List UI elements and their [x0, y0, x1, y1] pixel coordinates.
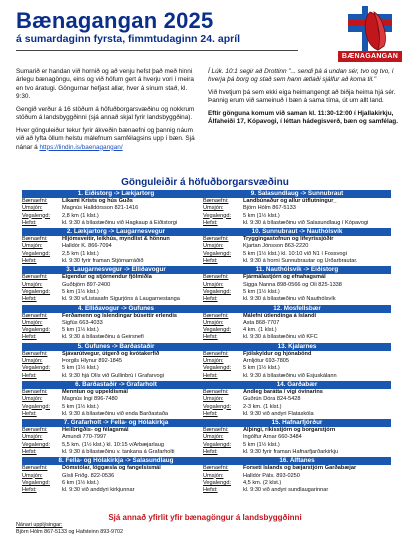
route-title: 11. Nauthólsvík -> Eiðistorg	[203, 266, 391, 274]
route-length-row	[22, 480, 210, 487]
route-start-value: kl. 9:30 á bílastæðinu við Nauthólsvík	[243, 296, 336, 303]
logo-wordmark: BÆNAGANGAN	[338, 51, 402, 62]
route-card	[203, 457, 391, 494]
route-leader-value: Ingólfur Arnar 660-3484	[243, 434, 302, 441]
route-topic-row	[22, 236, 210, 243]
route-leader-label: Umsjón:	[203, 205, 224, 212]
route-leader-value: Magnús Halldórsson 821-1416	[62, 205, 139, 212]
route-card	[22, 305, 210, 342]
intro-paragraph	[16, 127, 196, 152]
route-start-row	[203, 296, 391, 303]
route-leader-row	[22, 320, 210, 327]
routes-heading: Gönguleiðir á höfuðborgarsvæðinu	[121, 177, 289, 188]
route-start-value: kl. 9:30 á bílastæðinu á Geirsnefi	[62, 334, 144, 341]
route-topic-label: Bænaefni:	[22, 198, 48, 204]
route-topic-label: Bænaefni:	[203, 236, 229, 243]
route-topic-value: Tryggingastofnun og lífeyrissjóðir	[243, 236, 334, 243]
route-start-label: Hefst:	[203, 334, 218, 341]
route-length-label: Vegalengd:	[203, 327, 231, 334]
route-leader-label: Umsjón:	[22, 281, 43, 288]
route-length-label: Vegalengd:	[203, 441, 231, 448]
route-leader-label: Umsjón:	[203, 434, 224, 441]
route-length-label: Vegalengd:	[22, 212, 50, 219]
route-length-row	[203, 404, 391, 411]
route-topic-value: Ferðamenn og Íslendingar búsettir erlendis	[62, 312, 178, 319]
route-leader-row	[203, 434, 391, 441]
route-start-row	[22, 296, 210, 303]
route-title: 2. Lækjartorg -> Laugarnesvegur	[22, 228, 210, 236]
route-title: 9. Salasundlaug -> Sunnubraut	[203, 190, 391, 198]
route-topic-row	[203, 427, 391, 434]
route-length-value: 5 km (1½ klst.)	[243, 441, 280, 448]
intro-right	[208, 68, 398, 131]
route-leader-value: Ásta 868-7707	[243, 319, 280, 326]
route-length-label: Vegalengd:	[203, 365, 231, 372]
route-leader-value: Gísli Friðg. 822-0536	[62, 472, 115, 479]
route-leader-row	[203, 396, 391, 403]
route-leader-value: Björn Hólm 867-5133	[243, 205, 296, 212]
route-length-value: 5 km (1½ klst.) kl. 10:10 við N1 í Fossvogi	[243, 250, 347, 257]
route-card	[203, 228, 391, 265]
countryside-note: Sjá annað yfirlit yfir bænagöngur á landsbyggðinni	[108, 513, 302, 522]
route-title: 16. Álftanes	[203, 457, 391, 465]
route-card	[22, 381, 210, 418]
route-length-value: 2-3 km. (1 klst.)	[243, 403, 282, 410]
praying-hands-icon	[338, 6, 402, 52]
route-length-label: Vegalengd:	[203, 250, 231, 257]
website-link[interactable]: https://lindin.is/baenagangan/	[39, 143, 123, 151]
route-length-value: 6 km (1½ klst.)	[62, 479, 99, 486]
route-length-label: Vegalengd:	[22, 479, 50, 486]
route-length-label: Vegalengd:	[22, 250, 50, 257]
route-leader-value: Halldór Páls. 893-0250	[243, 472, 300, 479]
route-start-label: Hefst:	[203, 258, 218, 265]
route-title: 1. Eiðistorg -> Lækjartorg	[22, 190, 210, 198]
route-length-value: 5,5 km. (1½ klst.) kl. 10:15 v/Árbæjarlaug	[62, 441, 164, 448]
intro-paragraph: Gengið verður á 16 stöðum á höfuðborgarsvæðinu og nokkrum stöðum á landsbyggðinni (sjá annað skjal fyrir landsbyggðina).	[16, 105, 195, 122]
route-title: 5. Gufunes -> Barðastaðir	[22, 343, 210, 351]
route-leader-label: Umsjón:	[22, 243, 43, 250]
route-card	[203, 305, 391, 342]
route-card	[203, 266, 391, 303]
route-length-row	[203, 251, 391, 258]
route-leader-row	[22, 396, 210, 403]
route-start-row	[203, 411, 391, 418]
route-leader-row	[22, 434, 210, 441]
route-topic-row	[22, 389, 210, 396]
route-start-value: kl. 9:30 á bílastæðinu við Esjuskálann	[243, 372, 337, 379]
route-topic-label: Bænaefni:	[203, 465, 229, 472]
route-length-row	[22, 213, 210, 220]
route-start-row	[203, 220, 391, 227]
route-length-row	[203, 327, 391, 334]
route-length-value: 5 km (1½ klst.)	[243, 288, 280, 295]
route-start-value: kl. 9:30 fyrir framan Stjórnarráðið	[62, 258, 144, 265]
route-leader-row	[203, 320, 391, 327]
route-leader-value: Sigga Nanna 898-0566 og Óli 825-1338	[243, 281, 342, 288]
route-start-row	[203, 373, 391, 380]
route-title: 6. Barðastaðir -> Grafarholt	[22, 381, 210, 389]
route-start-row	[22, 258, 210, 265]
route-topic-label: Bænaefni:	[22, 312, 48, 319]
route-topic-value: Fjármálastjórn og efnahagsmál	[243, 274, 326, 281]
bible-verse: Í Lúk. 10:1 segir að Drottinn "... sendi þá á undan sér, tvo og tvo, í hverja þá borg og stað sem hann ætlaði sjálfur að koma til."	[208, 68, 394, 84]
route-leader-label: Umsjón:	[22, 358, 43, 365]
route-leader-value: Magnús Ingi 896-7480	[62, 396, 118, 403]
route-length-value: 4,5 km. (2 klst.)	[243, 479, 282, 486]
route-topic-row	[203, 389, 391, 396]
route-start-value: kl. 9:30 á bílastæðinu við enda Barðastaða	[62, 410, 169, 417]
route-topic-value: Sjávarútvegur, útgerð og kvótakerfið	[62, 350, 160, 357]
route-start-label: Hefst:	[203, 487, 218, 494]
route-topic-value: Dómstólar, löggæsla og fangelsismál	[62, 465, 161, 472]
route-start-value: kl. 9:30 við andyri sundlaugarinnar	[243, 487, 329, 494]
route-length-label: Vegalengd:	[22, 365, 50, 372]
route-length-row	[203, 365, 391, 372]
route-length-label: Vegalengd:	[22, 327, 50, 334]
route-leader-label: Umsjón:	[22, 472, 43, 479]
route-length-value: 4 km. (1 klst.)	[243, 327, 277, 334]
route-title: 15. Hafnarfjörður	[203, 419, 391, 427]
route-length-row	[203, 289, 391, 296]
route-start-value: kl. 9:30 á bílastæðinu við KFC	[243, 334, 318, 341]
route-topic-value: Andleg barátta / vígi óvinarins	[243, 388, 323, 395]
route-topic-value: Forseti Íslands og bæjarstjórn Garðabæjar	[243, 465, 357, 472]
route-leader-row	[22, 358, 210, 365]
route-leader-value: Þorgils Hlynur 892-1845	[62, 358, 123, 365]
route-leader-value: Guðrún Dóra 824-5428	[243, 396, 301, 403]
route-start-value: kl. 9:30 v/Listasafn Sigurjóns á Laugarnestanga	[62, 296, 180, 303]
route-topic-row	[203, 465, 391, 472]
route-length-row	[22, 404, 210, 411]
route-start-row	[22, 449, 210, 456]
route-length-row	[22, 365, 210, 372]
route-leader-value: Halldór K. 866-7094	[62, 243, 112, 250]
route-topic-row	[22, 198, 210, 205]
route-length-row	[203, 442, 391, 449]
route-leader-row	[22, 205, 210, 212]
route-length-row	[22, 289, 210, 296]
route-start-value: kl. 9:30 fyrir framan Hafnarfjarðarkirkju	[243, 449, 339, 456]
route-length-row	[22, 442, 210, 449]
route-length-label: Vegalengd:	[203, 403, 231, 410]
route-topic-row	[203, 313, 391, 320]
route-card	[203, 190, 391, 227]
page-subtitle: á sumardaginn fyrsta, fimmtudaginn 24. apríl	[16, 33, 241, 45]
route-leader-row	[203, 358, 391, 365]
route-start-label: Hefst:	[203, 219, 218, 226]
route-title: 10. Sunnubraut -> Nauthólsvík	[203, 228, 391, 236]
route-start-row	[203, 334, 391, 341]
route-topic-label: Bænaefni:	[203, 427, 229, 434]
route-topic-label: Bænaefni:	[203, 198, 229, 204]
route-start-label: Hefst:	[203, 372, 218, 379]
route-topic-row	[22, 427, 210, 434]
intro-paragraph: Sumarið er handan við hornið og að venju hefst það með hinni árlegu bænagöngu, eins og við höfum gert á hverju vori í meira en tvo áratugi. Göngurnar hefjast allar, hver á sínum stað, kl. 9:30.	[16, 68, 194, 101]
route-topic-value: Málefni útlendinga á Íslandi	[243, 312, 317, 319]
route-leader-value: Arnljótur 693-7805	[243, 358, 290, 365]
route-topic-value: Líkami Krists og hús Guðs	[62, 198, 133, 204]
route-leader-label: Umsjón:	[203, 358, 224, 365]
route-start-label: Hefst:	[203, 410, 218, 417]
route-card	[203, 381, 391, 418]
route-topic-value: Menntun og uppeldismál	[62, 388, 128, 395]
route-topic-value: Heilbrigðis- og félagsmál	[62, 427, 129, 434]
route-topic-label: Bænaefni:	[203, 274, 229, 281]
intro-paragraph: Við hvetjum þá sem ekki eiga heimangengt að biðja heima hjá sér. Þannig erum við sameinuð í bæn á sama tíma, út um allt land.	[208, 88, 396, 105]
route-start-row	[22, 411, 210, 418]
route-start-row	[22, 220, 210, 227]
route-start-label: Hefst:	[203, 449, 218, 456]
route-start-row	[22, 334, 210, 341]
route-title: 7. Grafarholt -> Fella- og Hólakirkja	[22, 419, 210, 427]
route-topic-value: Fjölskyldur og hjónabönd	[243, 350, 312, 357]
route-start-label: Hefst:	[203, 296, 218, 303]
route-start-row	[22, 487, 210, 494]
route-length-value: 5 km (1½ klst.)	[62, 288, 99, 295]
route-topic-label: Bænaefni:	[203, 388, 229, 395]
title-divider	[16, 50, 298, 51]
route-card	[22, 190, 210, 227]
route-start-value: kl. 9:30 á bílastæðinu v. tankana á Grafarholti	[62, 449, 175, 456]
route-leader-label: Umsjón:	[203, 319, 224, 326]
route-length-value: 5 km (1½ klst.)	[243, 212, 280, 219]
route-leader-label: Umsjón:	[203, 243, 224, 250]
route-length-row	[203, 213, 391, 220]
route-card	[203, 419, 391, 456]
route-length-value: 5 km (1½ klst.)	[62, 327, 99, 334]
route-title: 3. Laugarnesvegur -> Elliðavogur	[22, 266, 210, 274]
contact-info	[16, 522, 123, 535]
route-leader-label: Umsjón:	[203, 281, 224, 288]
route-length-row	[22, 327, 210, 334]
route-topic-row	[22, 313, 210, 320]
route-length-label: Vegalengd:	[203, 212, 231, 219]
route-leader-label: Umsjón:	[203, 396, 224, 403]
route-start-row	[22, 373, 210, 380]
route-leader-value: Sigfús 663-4033	[62, 319, 103, 326]
route-start-label: Hefst:	[22, 449, 37, 456]
route-topic-value: Alþingi, ríkisstjórn og borgarstjórn	[243, 427, 336, 434]
route-start-row	[203, 487, 391, 494]
route-start-value: kl. 9:30 á horni Sunnubrautar og Urðarbrautar.	[243, 258, 358, 265]
route-length-row	[22, 251, 210, 258]
route-leader-row	[203, 243, 391, 250]
route-leader-value: Guðbjörn 897-2400	[62, 281, 111, 288]
route-length-label: Vegalengd:	[22, 403, 50, 410]
route-length-value: 2,5 km (1 klst.)	[62, 250, 99, 257]
route-topic-row	[22, 274, 210, 281]
route-start-value: kl. 9:30 við anddyri kirkjunnar	[62, 487, 135, 494]
contact-text: Björn Hólm 867-5133 og Hafsteinn 893-9702	[16, 528, 123, 535]
route-card	[22, 228, 210, 265]
route-start-label: Hefst:	[22, 372, 37, 379]
route-title: 4. Elliðavogur -> Gufunes	[22, 305, 210, 313]
route-card	[22, 343, 210, 380]
route-start-value: kl. 9:30 á bílastæðinu við Salasundlaug í Kópavogi	[243, 219, 369, 226]
route-leader-row	[203, 205, 391, 212]
intro-text: Hver gönguleiður tekur fyrir ákveðin bænaefni og þannig náum við að lyfta öllum helstu málefnum samfélagsins upp í bæn. Sjá nánar á	[16, 126, 195, 151]
baenagangan-logo	[338, 6, 402, 62]
route-length-value: 5 km (1½ klst.)	[62, 403, 99, 410]
lunch-info: Eftir gönguna komum við saman kl. 11:30-12:00 í Hjallakirkju, Álfaheiði 17, Kópavogi, í léttan hádegisverð, bæn og samfélag.	[208, 109, 398, 126]
page-title: Bænagangan 2025	[16, 8, 214, 33]
route-card	[22, 457, 210, 494]
route-topic-row	[203, 274, 391, 281]
route-leader-row	[22, 282, 210, 289]
routes-left-column	[22, 190, 210, 496]
intro-left	[16, 68, 196, 156]
route-start-label: Hefst:	[22, 487, 37, 494]
route-start-label: Hefst:	[22, 219, 37, 226]
route-start-value: kl. 9:30 við andyri Flataskóla	[243, 410, 314, 417]
route-length-row	[203, 480, 391, 487]
route-topic-label: Bænaefni:	[22, 427, 48, 434]
route-leader-label: Umsjón:	[22, 319, 43, 326]
route-title: 12. Mosfellsbær	[203, 305, 391, 313]
contact-label: Nánari upplýsingar:	[16, 522, 63, 528]
route-start-label: Hefst:	[22, 296, 37, 303]
route-topic-label: Bænaefni:	[203, 350, 229, 357]
route-topic-label: Bænaefni:	[203, 312, 229, 319]
route-topic-row	[203, 351, 391, 358]
route-card	[22, 419, 210, 456]
route-leader-label: Umsjón:	[22, 396, 43, 403]
route-topic-label: Bænaefni:	[22, 274, 48, 281]
route-topic-label: Bænaefni:	[22, 388, 48, 395]
route-leader-row	[203, 473, 391, 480]
route-start-label: Hefst:	[22, 410, 37, 417]
route-topic-row	[203, 198, 391, 205]
route-leader-value: Ámundi 770-7997	[62, 434, 107, 441]
route-leader-row	[22, 473, 210, 480]
route-topic-row	[22, 351, 210, 358]
route-length-value: 5 km (1½ klst.)	[62, 365, 99, 372]
route-start-row	[203, 449, 391, 456]
route-start-value: kl. 9:30 á bílastæðinu við Hagkaup á Eiðistorgi	[62, 219, 178, 226]
route-topic-row	[22, 465, 210, 472]
route-topic-value: Landbúnaður og allur útflutningur_	[243, 198, 337, 204]
route-start-row	[203, 258, 391, 265]
route-length-label: Vegalengd:	[203, 479, 231, 486]
route-card	[203, 343, 391, 380]
route-leader-row	[22, 243, 210, 250]
route-title: 8. Fella- og Hólakirkja -> Salasundlaug	[22, 457, 210, 465]
route-topic-value: Eigendur og stjórnendur fjölmiðla	[62, 274, 152, 281]
route-leader-value: Kjartan Jónsson 863-2220	[243, 243, 309, 250]
route-topic-label: Bænaefni:	[22, 350, 48, 357]
route-start-value: kl. 9:30 hjá Ólís við Gullinbrú í Grafarvogi	[62, 372, 164, 379]
routes-right-column	[203, 190, 391, 496]
route-leader-label: Umsjón:	[22, 205, 43, 212]
route-length-value: 5 km (1½ klst.)	[243, 365, 280, 372]
route-leader-label: Umsjón:	[203, 472, 224, 479]
route-start-label: Hefst:	[22, 334, 37, 341]
route-card	[22, 266, 210, 303]
route-leader-label: Umsjón:	[22, 434, 43, 441]
route-start-label: Hefst:	[22, 258, 37, 265]
route-length-value: 2,8 km (1 klst.)	[62, 212, 99, 219]
route-topic-row	[203, 236, 391, 243]
route-topic-value: Hljómsveitir, leikhús, myndlist & hönnun	[62, 236, 170, 243]
route-title: 14. Garðabær	[203, 381, 391, 389]
route-title: 13. Kjalarnes	[203, 343, 391, 351]
route-topic-label: Bænaefni:	[22, 236, 48, 243]
route-length-label: Vegalengd:	[22, 288, 50, 295]
route-topic-label: Bænaefni:	[22, 465, 48, 472]
route-length-label: Vegalengd:	[203, 288, 231, 295]
route-length-label: Vegalengd:	[22, 441, 50, 448]
route-leader-row	[203, 282, 391, 289]
